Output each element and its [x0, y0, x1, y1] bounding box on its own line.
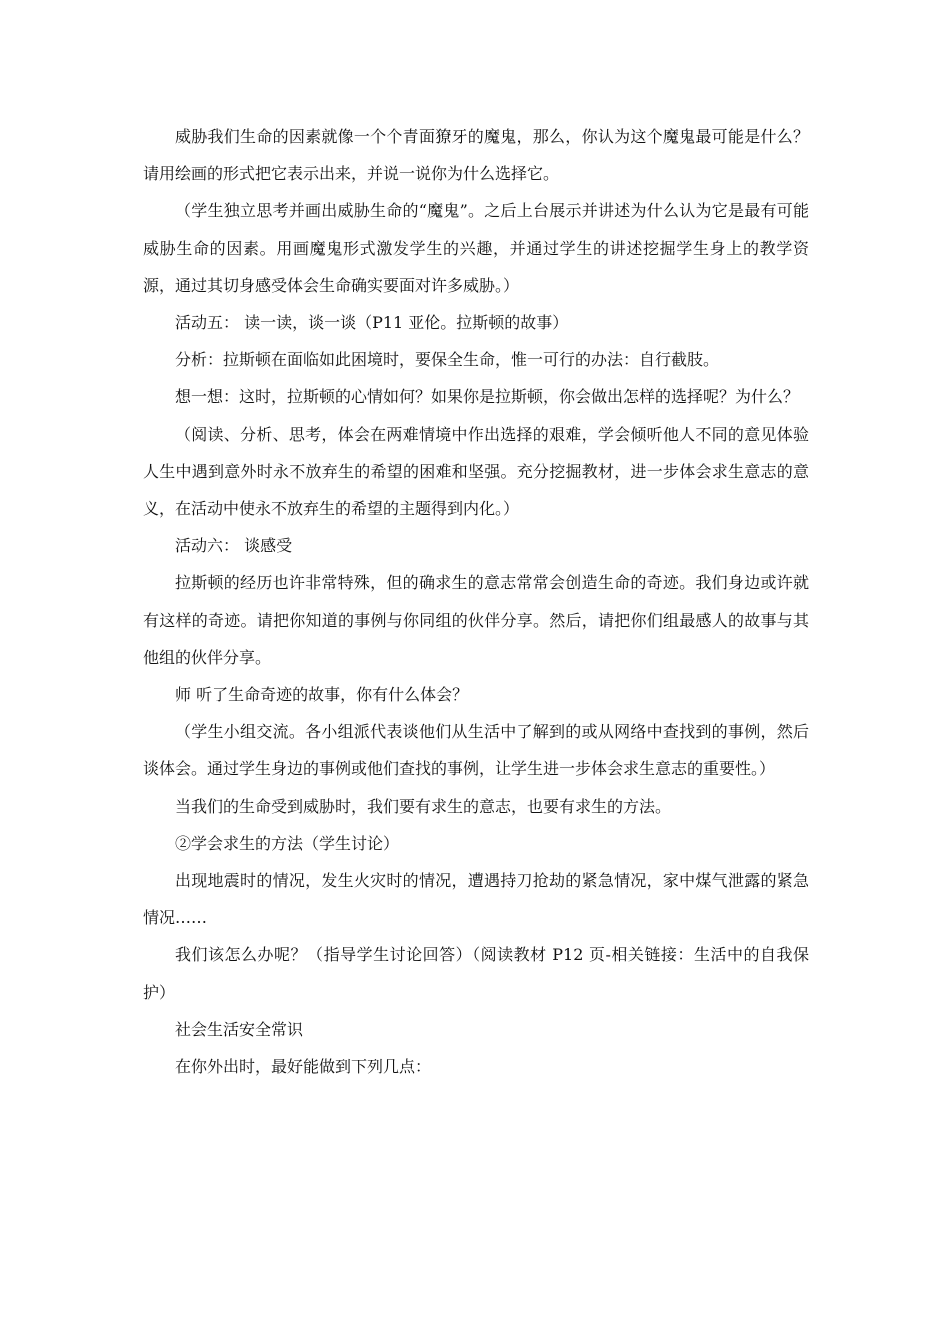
paragraph-miracle-sharing: 拉斯顿的经历也许非常特殊，但的确求生的意志常常会创造生命的奇迹。我们身边或许就有这样的奇迹。请把你知道的事例与你同组的伙伴分享。然后，请把你们组最感人的故事与其他组的伙伴分享。 [143, 573, 809, 667]
paragraph-analysis: 分析：拉斯顿在面临如此困境时，要保全生命，惟一可行的办法：自行截肢。 [175, 350, 720, 370]
paragraph-activity-five: 活动五： 读一读，谈一谈（P11 亚伦。拉斯顿的故事） [175, 313, 569, 333]
paragraph-safety-knowledge: 社会生活安全常识 [175, 1019, 304, 1039]
paragraph-think: 想一想：这时，拉斯顿的心情如何？如果你是拉斯顿，你会做出怎样的选择呢？为什么？ [175, 387, 800, 407]
paragraph-will-and-method: 当我们的生命受到威胁时，我们要有求生的意志，也要有求生的方法。 [175, 796, 672, 816]
paragraph-learn-methods: ②学会求生的方法（学生讨论） [175, 833, 400, 853]
paragraph-activity-six: 活动六： 谈感受 [175, 536, 293, 556]
paragraph-going-out: 在你外出时，最好能做到下列几点： [175, 1057, 432, 1077]
paragraph-reading-note: （阅读、分析、思考，体会在两难情境中作出选择的艰难，学会倾听他人不同的意见体验人生中遇到意外时永不放弃生的希望的困难和坚强。充分挖掘教材，进一步体会求生意志的意义，在活动中使永不放弃生的希望的主题得到内化。） [143, 424, 809, 519]
paragraph-teacher-question: 师 听了生命奇迹的故事，你有什么体会？ [175, 685, 469, 705]
paragraph-what-to-do: 我们该怎么办呢？（指导学生讨论回答）（阅读教材 P12 页-相关链接：生活中的自我保护） [143, 945, 809, 1002]
paragraph-group-exchange-note: （学生小组交流。各小组派代表谈他们从生活中了解到的或从网络中查找到的事例，然后谈体会。通过学生身边的事例或他们查找的事例，让学生进一步体会求生意志的重要性。） [143, 722, 809, 779]
paragraph-student-drawing-note: （学生独立思考并画出威胁生命的“魔鬼”。之后上台展示并讲述为什么认为它是最有可能威胁生命的因素。用画魔鬼形式激发学生的兴趣，并通过学生的讲述挖掘学生身上的教学资源，通过其切身感受体会生命确实要面对许多威胁。） [143, 201, 809, 295]
paragraph-emergency-situations: 出现地震时的情况，发生火灾时的情况，遭遇持刀抢劫的紧急情况，家中煤气泄露的紧急情况…… [143, 871, 809, 928]
document-body [143, 118, 809, 1085]
paragraph-threat-demon: 威胁我们生命的因素就像一个个青面獠牙的魔鬼，那么，你认为这个魔鬼最可能是什么？请用绘画的形式把它表示出来，并说一说你为什么选择它。 [143, 127, 809, 184]
